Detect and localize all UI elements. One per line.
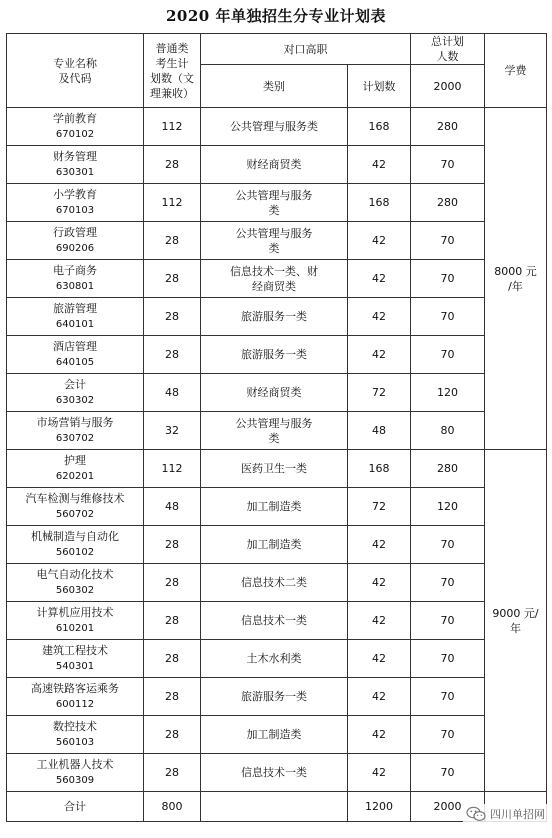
total-label-cell	[7, 792, 144, 822]
major-cell	[7, 184, 144, 222]
plan-count-cell-text: 48	[372, 424, 386, 437]
header-row	[7, 34, 547, 65]
major-cell-text: 640105	[55, 357, 95, 368]
general-count-cell-text: 28	[165, 310, 179, 323]
total-count-cell-text: 70	[440, 766, 455, 779]
general-count-cell	[144, 108, 201, 146]
plan-count-cell	[348, 374, 411, 412]
plan-count-cell	[348, 260, 411, 298]
category-cell	[201, 754, 348, 792]
category-cell	[201, 374, 348, 412]
major-cell-text: 610201	[55, 623, 95, 634]
general-count-cell	[144, 754, 201, 792]
plan-count-cell-text: 168	[368, 462, 390, 475]
plan-count-cell-text: 42	[372, 234, 386, 247]
total-count-cell-text: 70	[440, 690, 455, 703]
total-label-cell-text: 合计	[64, 800, 86, 813]
category-cell	[201, 336, 348, 374]
major-cell	[7, 678, 144, 716]
major-cell-text: 670102	[55, 129, 95, 140]
general-count-cell	[144, 336, 201, 374]
general-count-cell-text: 28	[165, 234, 179, 247]
plan-count-cell	[348, 336, 411, 374]
major-cell-text: 高速铁路客运乘务	[31, 682, 119, 695]
category-cell-text: 加工制造类	[246, 538, 302, 551]
header-category-text: 类别	[263, 79, 285, 93]
category-cell-text: 类	[268, 431, 280, 445]
plan-count-cell	[348, 678, 411, 716]
total-count-cell	[411, 336, 485, 374]
category-cell	[201, 450, 348, 488]
total-count-cell	[411, 450, 485, 488]
plan-count-cell-text: 42	[372, 690, 386, 703]
major-cell-text: 汽车检测与维修技术	[25, 492, 125, 505]
total-count-cell	[411, 184, 485, 222]
major-cell	[7, 146, 144, 184]
category-cell	[201, 184, 348, 222]
table-row	[7, 450, 547, 488]
general-count-cell-text: 28	[165, 272, 179, 285]
general-count-cell-text: 112	[161, 120, 183, 133]
category-cell-text: 旅游服务一类	[241, 348, 307, 361]
major-cell-text: 机械制造与自动化	[31, 530, 119, 543]
category-cell	[201, 716, 348, 754]
total-count-cell	[411, 564, 485, 602]
major-cell-text: 620201	[55, 471, 95, 482]
general-count-cell-text: 28	[165, 766, 179, 779]
tuition-fee-cell-text: /年	[508, 279, 523, 293]
watermark	[463, 804, 548, 824]
major-cell-text: 600112	[55, 699, 95, 710]
plan-count-cell-text: 42	[372, 614, 386, 627]
header-major-text: 专业名称	[53, 56, 97, 70]
table-row	[7, 260, 547, 298]
total-general-cell	[144, 792, 201, 822]
general-count-cell-text: 32	[165, 424, 179, 437]
tuition-fee-cell-text: 年	[510, 621, 521, 635]
plan-count-cell	[348, 222, 411, 260]
total-count-cell	[411, 640, 485, 678]
plan-count-cell	[348, 754, 411, 792]
header-total-value-text: 2000	[433, 79, 462, 93]
major-cell-text: 行政管理	[53, 226, 97, 239]
plan-count-cell	[348, 412, 411, 450]
category-cell-text: 信息技术二类	[241, 576, 307, 589]
total-count-cell-text: 70	[440, 234, 455, 247]
general-count-cell	[144, 602, 201, 640]
table-row	[7, 184, 547, 222]
major-cell	[7, 298, 144, 336]
header-total-value	[411, 65, 485, 108]
major-cell	[7, 222, 144, 260]
total-count-cell-text: 70	[440, 310, 455, 323]
general-count-cell-text: 48	[165, 500, 179, 513]
general-count-cell	[144, 374, 201, 412]
general-count-cell-text: 28	[165, 348, 179, 361]
total-count-cell-text: 80	[440, 424, 455, 437]
category-cell	[201, 526, 348, 564]
header-general-text: 普通类	[155, 41, 189, 55]
plan-count-cell	[348, 488, 411, 526]
major-cell-text: 电气自动化技术	[36, 568, 114, 581]
major-cell	[7, 754, 144, 792]
major-cell	[7, 336, 144, 374]
major-cell-text: 630301	[55, 167, 95, 178]
category-cell-text: 信息技术一类	[241, 766, 307, 779]
category-cell-text: 经商贸类	[252, 279, 296, 293]
watermark-text: 四川单招网	[490, 808, 545, 821]
total-count-cell	[411, 678, 485, 716]
total-count-cell-text: 70	[440, 728, 455, 741]
total-general-cell-text: 800	[161, 800, 183, 813]
major-cell	[7, 488, 144, 526]
tuition-fee-cell-text: 9000 元/	[492, 606, 539, 620]
plan-count-cell-text: 42	[372, 728, 386, 741]
category-cell-text: 旅游服务一类	[241, 690, 307, 703]
category-cell-text: 加工制造类	[246, 500, 302, 513]
total-count-cell-text: 70	[440, 652, 455, 665]
plan-count-cell	[348, 640, 411, 678]
general-count-cell	[144, 298, 201, 336]
category-cell-text: 类	[268, 241, 280, 255]
general-count-cell	[144, 678, 201, 716]
major-cell	[7, 108, 144, 146]
total-count-cell-text: 120	[437, 386, 458, 399]
plan-count-cell	[348, 298, 411, 336]
header-total-text: 人数	[436, 50, 459, 63]
plan-count-cell-text: 42	[372, 310, 386, 323]
general-count-cell-text: 28	[165, 538, 179, 551]
table-row	[7, 716, 547, 754]
total-count-cell	[411, 716, 485, 754]
major-cell-text: 630801	[55, 281, 95, 292]
total-count-cell-text: 70	[440, 576, 455, 589]
category-cell-text: 土木水利类	[246, 652, 302, 665]
general-count-cell	[144, 146, 201, 184]
plan-count-cell-text: 42	[372, 348, 386, 361]
total-count-cell-text: 120	[437, 500, 458, 513]
total-count-cell-text: 280	[437, 196, 458, 209]
plan-count-cell-text: 168	[368, 120, 390, 133]
plan-count-cell	[348, 526, 411, 564]
major-cell-text: 计算机应用技术	[36, 606, 114, 619]
total-count-cell	[411, 412, 485, 450]
header-plan-count-text: 计划数	[362, 79, 396, 93]
major-cell-text: 护理	[64, 454, 86, 467]
table-row	[7, 678, 547, 716]
general-count-cell	[144, 222, 201, 260]
major-cell	[7, 450, 144, 488]
major-cell-text: 酒店管理	[53, 340, 97, 353]
total-plan-cell	[348, 792, 411, 822]
header-fee	[485, 34, 547, 108]
major-cell-text: 560702	[55, 509, 95, 520]
category-cell	[201, 564, 348, 602]
major-cell-text: 旅游管理	[53, 302, 97, 315]
major-cell-text: 670103	[55, 205, 95, 216]
header-major-text: 及代码	[58, 71, 92, 85]
category-cell	[201, 298, 348, 336]
category-cell-text: 加工制造类	[246, 728, 302, 741]
category-cell-text: 信息技术一类	[241, 614, 307, 627]
table-row	[7, 374, 547, 412]
header-total	[411, 34, 485, 65]
plan-count-cell	[348, 450, 411, 488]
table-row	[7, 298, 547, 336]
major-cell-text: 540301	[55, 661, 95, 672]
category-cell	[201, 260, 348, 298]
table-row	[7, 412, 547, 450]
major-cell-text: 560309	[55, 775, 95, 786]
table-row	[7, 146, 547, 184]
major-cell-text: 小学教育	[53, 188, 97, 201]
total-count-cell-text: 280	[437, 462, 458, 475]
total-count-cell	[411, 602, 485, 640]
total-plan-cell-text: 1200	[365, 800, 393, 813]
category-cell	[201, 640, 348, 678]
table-row	[7, 222, 547, 260]
category-cell	[201, 222, 348, 260]
major-cell	[7, 526, 144, 564]
header-category	[201, 65, 348, 108]
general-count-cell	[144, 564, 201, 602]
table-row	[7, 564, 547, 602]
header-general-text: 划数（文	[150, 71, 194, 85]
table-row	[7, 526, 547, 564]
total-category-cell	[201, 792, 348, 822]
wechat-icon	[466, 806, 486, 822]
major-cell-text: 学前教育	[53, 112, 97, 125]
total-count-cell	[411, 298, 485, 336]
plan-count-cell-text: 42	[372, 652, 386, 665]
category-cell-text: 公共管理与服务	[235, 188, 313, 202]
total-count-cell	[411, 374, 485, 412]
total-count-cell	[411, 526, 485, 564]
header-fee-text: 学费	[504, 64, 527, 77]
header-vocational	[201, 34, 411, 65]
table-row	[7, 602, 547, 640]
general-count-cell-text: 112	[161, 462, 183, 475]
plan-count-cell	[348, 602, 411, 640]
major-cell-text: 560102	[55, 547, 95, 558]
major-cell-text: 630702	[55, 433, 95, 444]
header-total-text: 总计划	[431, 35, 464, 48]
header-general	[144, 34, 201, 108]
major-cell-text: 财务管理	[53, 150, 97, 163]
category-cell	[201, 678, 348, 716]
general-count-cell-text: 28	[165, 652, 179, 665]
category-cell	[201, 412, 348, 450]
major-cell-text: 640101	[55, 319, 95, 330]
general-count-cell-text: 28	[165, 728, 179, 741]
general-count-cell-text: 112	[161, 196, 183, 209]
total-count-cell	[411, 754, 485, 792]
general-count-cell-text: 28	[165, 690, 179, 703]
general-count-cell	[144, 526, 201, 564]
category-cell-text: 医药卫生一类	[241, 462, 307, 475]
total-count-cell-text: 70	[440, 158, 455, 171]
plan-count-cell-text: 42	[372, 272, 386, 285]
category-cell-text: 类	[268, 203, 280, 217]
header-general-text: 考生计	[155, 56, 189, 70]
category-cell-text: 信息技术一类、财	[230, 264, 318, 278]
general-count-cell-text: 28	[165, 158, 179, 171]
total-count-cell	[411, 108, 485, 146]
total-count-cell-text: 70	[440, 348, 455, 361]
header-vocational-text: 对口高职	[283, 42, 328, 56]
table-row	[7, 754, 547, 792]
plan-count-cell-text: 42	[372, 538, 386, 551]
category-cell-text: 公共管理与服务	[235, 416, 313, 430]
total-count-cell	[411, 488, 485, 526]
header-plan-count	[348, 65, 411, 108]
header-general-text: 理兼收）	[150, 86, 194, 100]
category-cell-text: 公共管理与服务类	[230, 120, 318, 133]
page-title: 2020 年单独招生分专业计划表	[166, 7, 386, 25]
total-count-cell-text: 70	[440, 538, 455, 551]
major-cell-text: 690206	[55, 243, 95, 254]
total-count-cell-text: 280	[437, 120, 458, 133]
general-count-cell	[144, 488, 201, 526]
header-major	[7, 34, 144, 108]
general-count-cell	[144, 184, 201, 222]
category-cell-text: 旅游服务一类	[241, 310, 307, 323]
plan-count-cell	[348, 108, 411, 146]
category-cell-text: 公共管理与服务	[235, 226, 313, 240]
plan-count-cell-text: 42	[372, 576, 386, 589]
category-cell	[201, 602, 348, 640]
plan-count-cell	[348, 716, 411, 754]
major-cell-text: 会计	[64, 378, 86, 391]
total-count-cell-text: 70	[440, 614, 455, 627]
plan-count-cell-text: 42	[372, 158, 386, 171]
major-cell-text: 630302	[55, 395, 95, 406]
plan-count-cell	[348, 146, 411, 184]
major-cell-text: 数控技术	[53, 720, 97, 733]
major-cell	[7, 374, 144, 412]
major-cell-text: 560103	[55, 737, 95, 748]
total-count-cell-text: 70	[440, 272, 455, 285]
major-cell	[7, 260, 144, 298]
category-cell	[201, 488, 348, 526]
plan-count-cell	[348, 564, 411, 602]
general-count-cell	[144, 640, 201, 678]
general-count-cell	[144, 450, 201, 488]
table-row	[7, 108, 547, 146]
tuition-fee-cell	[485, 108, 547, 450]
general-count-cell	[144, 716, 201, 754]
major-cell-text: 建筑工程技术	[42, 644, 108, 657]
total-count-cell	[411, 146, 485, 184]
major-cell	[7, 602, 144, 640]
enrollment-plan-table	[6, 33, 547, 822]
category-cell-text: 财经商贸类	[246, 386, 302, 399]
category-cell	[201, 146, 348, 184]
category-cell	[201, 108, 348, 146]
total-total-cell-text: 2000	[433, 800, 462, 813]
general-count-cell	[144, 412, 201, 450]
major-cell	[7, 412, 144, 450]
total-count-cell	[411, 260, 485, 298]
general-count-cell	[144, 260, 201, 298]
table-row	[7, 488, 547, 526]
general-count-cell-text: 28	[165, 614, 179, 627]
tuition-fee-cell	[485, 450, 547, 792]
major-cell-text: 560302	[55, 585, 95, 596]
tuition-fee-cell-text: 8000 元	[494, 264, 537, 278]
major-cell-text: 市场营销与服务	[36, 416, 114, 429]
plan-count-cell	[348, 184, 411, 222]
general-count-cell-text: 48	[165, 386, 179, 399]
major-cell	[7, 564, 144, 602]
plan-count-cell-text: 42	[372, 766, 386, 779]
total-count-cell	[411, 222, 485, 260]
table-row	[7, 336, 547, 374]
major-cell	[7, 716, 144, 754]
plan-count-cell-text: 168	[368, 196, 390, 209]
plan-count-cell-text: 72	[372, 386, 386, 399]
plan-count-cell-text: 72	[372, 500, 386, 513]
general-count-cell-text: 28	[165, 576, 179, 589]
major-cell-text: 电子商务	[53, 264, 97, 277]
category-cell-text: 财经商贸类	[246, 158, 302, 171]
table-row	[7, 640, 547, 678]
major-cell	[7, 640, 144, 678]
major-cell-text: 工业机器人技术	[36, 758, 114, 771]
